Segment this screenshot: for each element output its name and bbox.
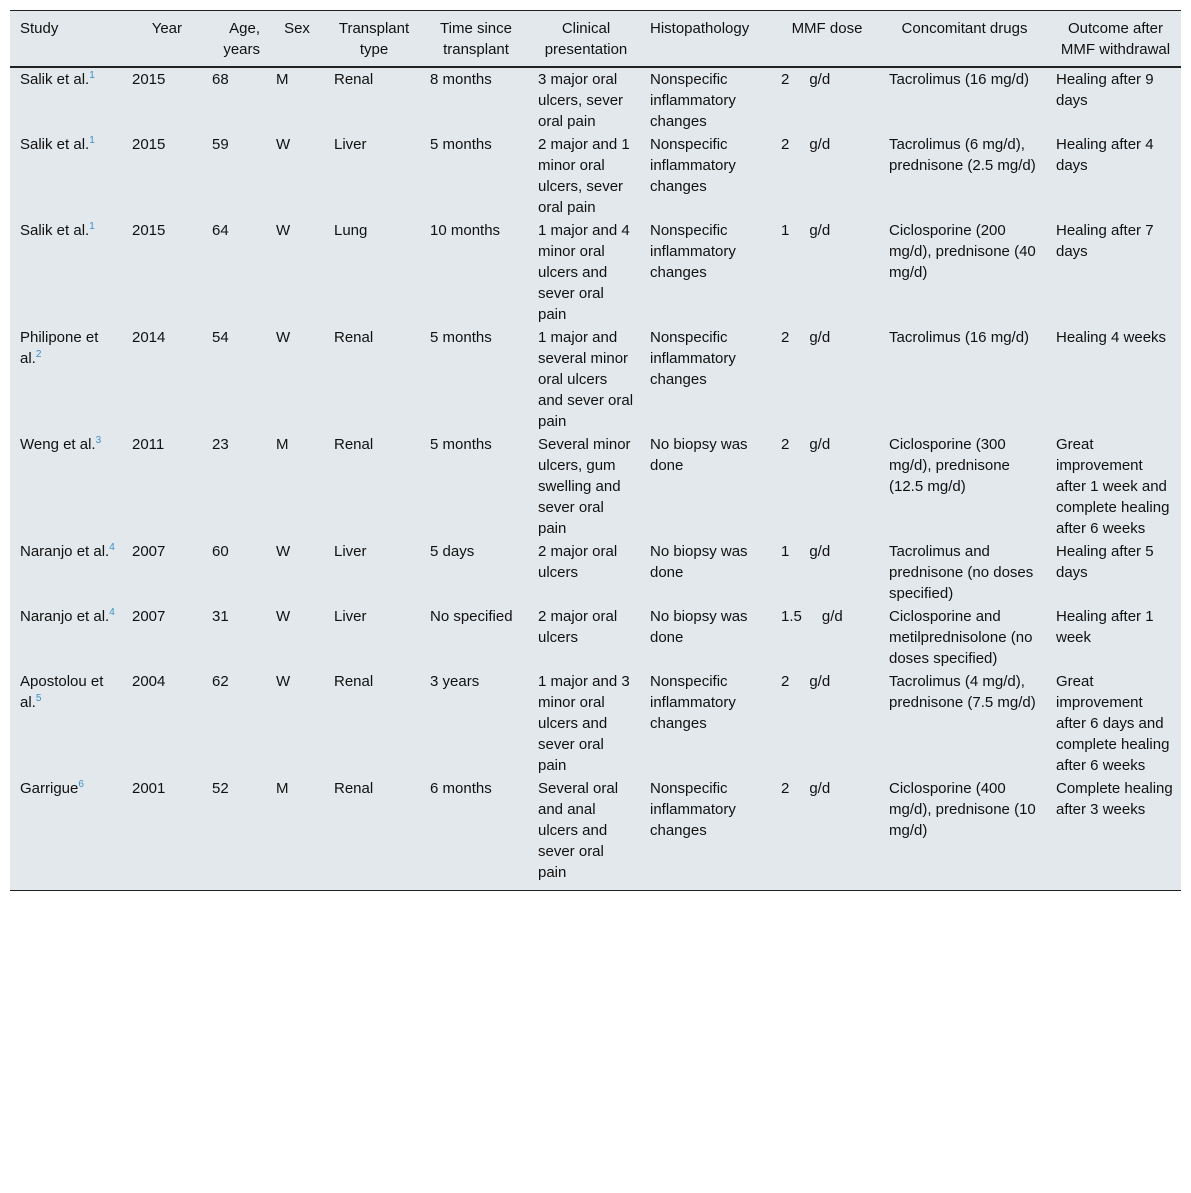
cell-year: 2015: [132, 222, 166, 239]
cell-outcome: Great improvement after 1 week and complete healing after 6 weeks: [1056, 436, 1170, 537]
cell-transplant-type: Liver: [334, 543, 367, 560]
cell-study: [10, 326, 122, 433]
study-name: Garrigue: [20, 780, 79, 797]
cell-time-since-transplant: 8 months: [430, 71, 492, 88]
study-name: Salik et al.: [20, 222, 90, 239]
cell-transplant-type: Renal: [334, 436, 374, 453]
cell-study: [10, 133, 122, 219]
cell-histopathology: Nonspecific inflammatory changes: [650, 222, 736, 281]
cell-age: 64: [212, 222, 229, 239]
cell-time-since-transplant: 5 months: [430, 136, 492, 153]
cell-concomitant-drugs: Tacrolimus (4 mg/d), prednisone (7.5 mg/d): [889, 673, 1036, 711]
cell-sex: W: [276, 673, 291, 690]
cell-year: 2001: [122, 777, 202, 891]
case-reports-table: [10, 10, 1181, 891]
cell-clinical-presentation: 2 major and 1 minor oral ulcers, sever oral pain: [538, 136, 630, 216]
cell-mmf-dose: [771, 540, 879, 605]
header-histopathology: Histopathology: [640, 11, 771, 68]
dose-value: 2: [781, 136, 790, 153]
study-name: Salik et al.: [20, 136, 90, 153]
dose-unit: g/d: [809, 436, 831, 453]
cell-concomitant-drugs: Tacrolimus (16 mg/d): [889, 71, 1030, 88]
cell-study: [10, 670, 122, 777]
cell-concomitant-drugs: Ciclosporine (400 mg/d), prednisone (10 mg/d): [879, 777, 1046, 891]
cell-transplant-type: Lung: [334, 222, 368, 239]
cell-age: 52: [202, 777, 266, 891]
cell-outcome: Complete healing after 3 weeks: [1046, 777, 1181, 891]
cell-year: 2007: [132, 608, 166, 625]
cell-concomitant-drugs: Tacrolimus and prednisone (no doses specified): [889, 543, 1034, 602]
table-row: [10, 67, 1181, 133]
header-sex: Sex: [266, 11, 324, 68]
cell-sex: W: [276, 543, 291, 560]
dose-unit: g/d: [809, 780, 831, 797]
dose-value: 2: [781, 71, 790, 88]
study-name: Salik et al.: [20, 71, 90, 88]
cell-time-since-transplant: 5 months: [430, 329, 492, 346]
dose-unit: g/d: [809, 71, 831, 88]
cell-year: 2014: [132, 329, 166, 346]
cell-concomitant-drugs: Tacrolimus (16 mg/d): [889, 329, 1030, 346]
cell-concomitant-drugs: Ciclosporine (200 mg/d), prednisone (40 mg/d): [889, 222, 1036, 281]
cell-transplant-type: Renal: [334, 71, 374, 88]
study-name: Philipone et al.: [20, 329, 99, 367]
cell-time-since-transplant: 5 months: [430, 436, 492, 453]
cell-study: [10, 777, 122, 891]
dose-unit: g/d: [809, 136, 831, 153]
cell-outcome: Great improvement after 6 days and complete healing after 6 weeks: [1056, 673, 1170, 774]
dose-value: 1: [781, 222, 790, 239]
cell-age: 31: [212, 608, 229, 625]
header-study: Study: [10, 11, 122, 68]
cell-time-since-transplant: 6 months: [420, 777, 528, 891]
header-time-since-transplant: Time since transplant: [420, 11, 528, 68]
reference-link[interactable]: 1: [89, 221, 95, 232]
cell-outcome: Healing after 5 days: [1056, 543, 1154, 581]
reference-link[interactable]: 4: [109, 607, 115, 618]
table-row: [10, 326, 1181, 433]
reference-link[interactable]: 2: [35, 349, 42, 360]
cell-transplant-type: Liver: [334, 136, 367, 153]
table-row: [10, 670, 1181, 777]
cell-histopathology: Nonspecific inflammatory changes: [640, 777, 771, 891]
cell-year: 2015: [132, 71, 166, 88]
cell-year: 2004: [132, 673, 166, 690]
cell-time-since-transplant: 5 days: [430, 543, 475, 560]
cell-transplant-type: Renal: [324, 777, 420, 891]
table-row: [10, 605, 1181, 670]
cell-mmf-dose: [771, 433, 879, 540]
table-row: [10, 540, 1181, 605]
cell-time-since-transplant: No specified: [430, 608, 513, 625]
cell-study: [10, 433, 122, 540]
cell-clinical-presentation: 1 major and 3 minor oral ulcers and sever oral pain: [538, 673, 630, 774]
cell-age: 23: [212, 436, 229, 453]
cell-concomitant-drugs: Tacrolimus (6 mg/d), prednisone (2.5 mg/d): [889, 136, 1036, 174]
reference-link[interactable]: 1: [89, 135, 95, 146]
cell-age: 68: [212, 71, 229, 88]
cell-outcome: Healing after 4 days: [1056, 136, 1154, 174]
dose-value: 2: [781, 673, 790, 690]
cell-clinical-presentation: Several oral and anal ulcers and sever oral pain: [528, 777, 640, 891]
cell-sex: W: [276, 136, 291, 153]
cell-sex: W: [276, 608, 291, 625]
table-row: [10, 219, 1181, 326]
dose-unit: g/d: [809, 222, 831, 239]
cell-mmf-dose: [771, 777, 879, 891]
cell-year: 2007: [132, 543, 166, 560]
header-year: Year: [122, 11, 202, 68]
cell-age: 54: [212, 329, 229, 346]
cell-outcome: Healing 4 weeks: [1056, 329, 1167, 346]
table-row: [10, 433, 1181, 540]
cell-study: [10, 219, 122, 326]
cell-year: 2011: [132, 436, 165, 453]
cell-mmf-dose: [771, 605, 879, 670]
dose-value: 2: [781, 780, 790, 797]
cell-clinical-presentation: 1 major and 4 minor oral ulcers and sever oral pain: [538, 222, 630, 323]
table-row: [10, 133, 1181, 219]
dose-value: 2: [781, 436, 790, 453]
dose-unit: g/d: [809, 329, 831, 346]
cell-study: [10, 67, 122, 133]
reference-link[interactable]: 6: [78, 779, 84, 790]
cell-study: [10, 540, 122, 605]
dose-value: 1.5: [781, 608, 802, 625]
cell-transplant-type: Renal: [334, 673, 374, 690]
cell-year: 2015: [132, 136, 166, 153]
table-container: [10, 10, 1181, 891]
cell-clinical-presentation: 3 major oral ulcers, sever oral pain: [538, 71, 624, 130]
cell-sex: W: [276, 329, 291, 346]
cell-histopathology: Nonspecific inflammatory changes: [650, 673, 736, 732]
dose-value: 2: [781, 329, 790, 346]
reference-link[interactable]: 1: [89, 70, 95, 81]
cell-outcome: Healing after 7 days: [1056, 222, 1154, 260]
cell-clinical-presentation: 2 major oral ulcers: [538, 543, 618, 581]
header-row: [10, 11, 1181, 68]
reference-link[interactable]: 4: [109, 542, 115, 553]
cell-outcome: Healing after 1 week: [1056, 608, 1154, 646]
cell-concomitant-drugs: Ciclosporine (300 mg/d), prednisone (12.5 mg/d): [889, 436, 1010, 495]
dose-unit: g/d: [821, 608, 843, 625]
dose-unit: g/d: [809, 543, 831, 560]
header-age: Age, years: [202, 11, 266, 68]
header-mmf-dose: MMF dose: [771, 11, 879, 68]
cell-transplant-type: Liver: [334, 608, 367, 625]
cell-mmf-dose: [771, 670, 879, 777]
dose-value: 1: [781, 543, 790, 560]
cell-sex: M: [266, 777, 324, 891]
cell-age: 60: [212, 543, 229, 560]
cell-transplant-type: Renal: [334, 329, 374, 346]
cell-time-since-transplant: 3 years: [430, 673, 480, 690]
cell-histopathology: No biopsy was done: [650, 436, 748, 474]
cell-study: [10, 605, 122, 670]
header-outcome: Outcome after MMF withdrawal: [1046, 11, 1181, 68]
cell-histopathology: No biopsy was done: [650, 608, 748, 646]
table-row: [10, 777, 1181, 891]
cell-clinical-presentation: 1 major and several minor oral ulcers and sever oral pain: [538, 329, 634, 430]
reference-link[interactable]: 5: [35, 693, 42, 704]
dose-unit: g/d: [809, 673, 831, 690]
cell-histopathology: Nonspecific inflammatory changes: [650, 71, 736, 130]
cell-age: 62: [212, 673, 229, 690]
header-concomitant-drugs: Concomitant drugs: [879, 11, 1046, 68]
study-name: Naranjo et al.: [20, 543, 110, 560]
table-body: [10, 67, 1181, 891]
study-name: Weng et al.: [20, 436, 96, 453]
cell-histopathology: No biopsy was done: [650, 543, 748, 581]
study-name: Apostolou et al.: [20, 673, 104, 711]
header-clinical-presentation: Clinical presentation: [528, 11, 640, 68]
cell-mmf-dose: [771, 326, 879, 433]
cell-sex: M: [276, 71, 289, 88]
study-name: Naranjo et al.: [20, 608, 110, 625]
cell-clinical-presentation: 2 major oral ulcers: [538, 608, 618, 646]
cell-sex: M: [276, 436, 289, 453]
cell-time-since-transplant: 10 months: [430, 222, 501, 239]
cell-clinical-presentation: Several minor ulcers, gum swelling and sever oral pain: [538, 436, 631, 537]
reference-link[interactable]: 3: [95, 435, 102, 446]
cell-mmf-dose: [771, 219, 879, 326]
cell-mmf-dose: [771, 133, 879, 219]
cell-age: 59: [212, 136, 229, 153]
cell-sex: W: [276, 222, 291, 239]
cell-histopathology: Nonspecific inflammatory changes: [650, 136, 736, 195]
header-transplant-type: Transplant type: [324, 11, 420, 68]
cell-concomitant-drugs: Ciclosporine and metilprednisolone (no doses specified): [889, 608, 1033, 667]
cell-histopathology: Nonspecific inflammatory changes: [650, 329, 736, 388]
cell-mmf-dose: [771, 67, 879, 133]
cell-outcome: Healing after 9 days: [1056, 71, 1154, 109]
